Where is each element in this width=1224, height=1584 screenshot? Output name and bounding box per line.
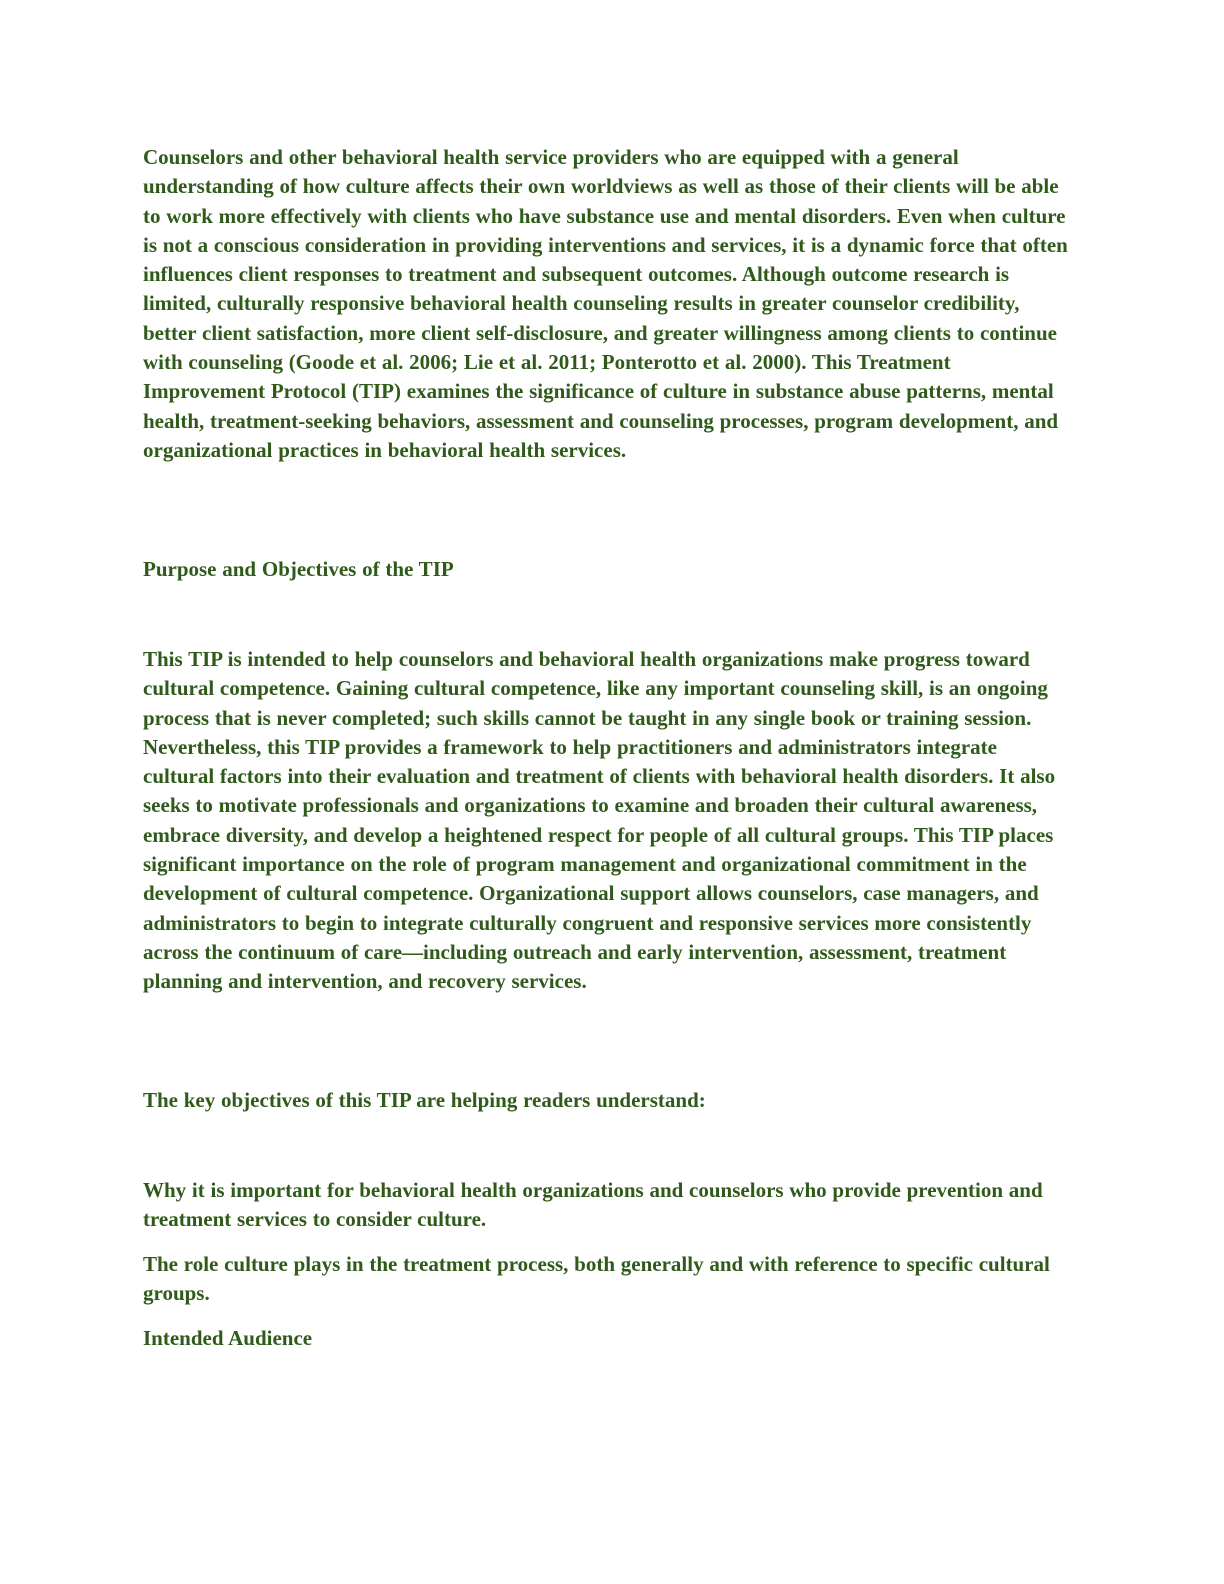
purpose-heading: Purpose and Objectives of the TIP bbox=[143, 557, 454, 581]
objective-item: The role culture plays in the treatment process, both generally and with reference to specific cultural groups. bbox=[143, 1252, 1050, 1306]
purpose-paragraph: This TIP is intended to help counselors and behavioral health organizations make progress toward cultural competence. Gaining cultural competence, like any important counseling skill, is an ongoing process that is never completed; such skills cannot be taught in any single book or training session. Nevertheless, this TIP provides a framework to help practitioners and administrators integrate cultural factors into their evaluation and treatment of clients with behavioral health disorders. It also seeks to motivate professionals and organizations to examine and broaden their cultural awareness, embrace diversity, and develop a heightened respect for people of all cultural groups. This TIP places significant importance on the role of program management and organizational commitment in the development of cultural competence. Organizational support allows counselors, case managers, and administrators to begin to integrate culturally congruent and responsive services more consistently across the continuum of care—including outreach and early intervention, assessment, treatment planning and intervention, and recovery services. bbox=[143, 647, 1056, 994]
audience-heading: Intended Audience bbox=[143, 1326, 313, 1350]
objective-item: Why it is important for behavioral health organizations and counselors who provide prevention and treatment services to consider culture. bbox=[143, 1178, 1043, 1232]
intro-paragraph: Counselors and other behavioral health service providers who are equipped with a general understanding of how culture affects their own worldviews as well as those of their clients will be able to work more effectively with clients who have substance use and mental disorders. Even when culture is not a conscious consideration in providing interventions and services, it is a dynamic force that often influences client responses to treatment and subsequent outcomes. Although outcome research is limited, culturally responsive behavioral health counseling results in greater counselor credibility, better client satisfaction, more client self-disclosure, and greater willingness among clients to continue with counseling (Goode et al. 2006; Lie et al. 2011; Ponterotto et al. 2000). This Treatment Improvement Protocol (TIP) examines the significance of culture in substance abuse patterns, mental health, treatment-seeking behaviors, assessment and counseling processes, program development, and organizational practices in behavioral health services. bbox=[143, 145, 1068, 462]
objectives-intro: The key objectives of this TIP are helping readers understand: bbox=[143, 1088, 706, 1112]
